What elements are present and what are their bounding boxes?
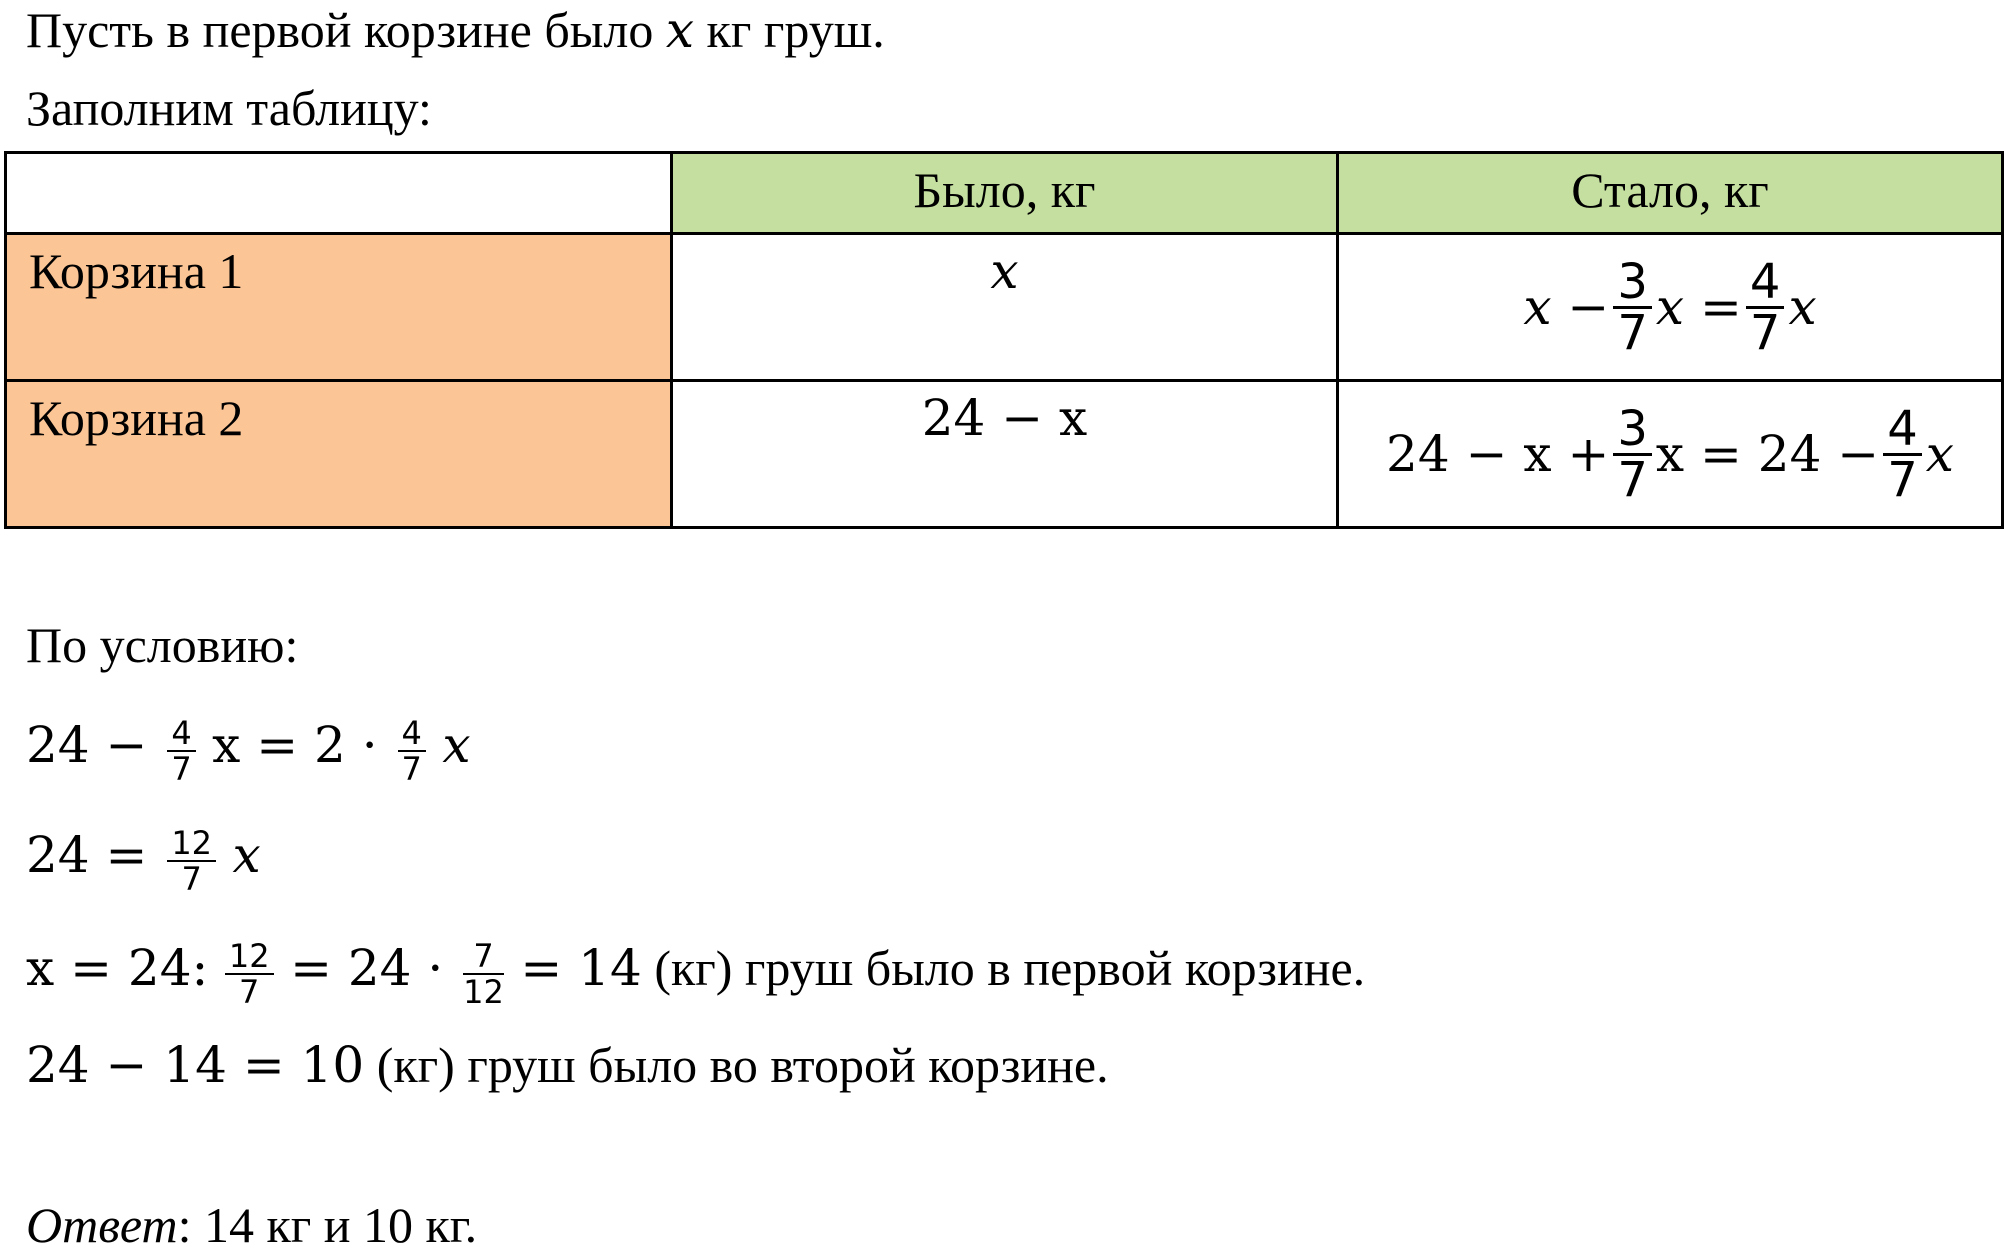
fraction <box>167 713 195 788</box>
numerator: 7 <box>463 939 504 975</box>
numerator: 3 <box>1613 405 1652 456</box>
row-label-basket-2: Корзина 2 <box>6 381 672 528</box>
equation-4 <box>26 1035 1109 1095</box>
answer-label: Ответ <box>26 1197 178 1253</box>
numerator: 12 <box>225 939 274 975</box>
denominator: 12 <box>463 972 504 1011</box>
denominator: 7 <box>171 749 192 788</box>
numerator: 4 <box>1883 405 1922 456</box>
fraction <box>398 713 426 788</box>
table-row <box>6 381 2003 528</box>
intro-line-2: Заполним таблицу: <box>26 80 432 136</box>
table-header-row <box>6 153 2003 234</box>
table-header-became: Стало, кг <box>1338 153 2003 234</box>
fraction <box>1746 253 1785 361</box>
expr-part: = 24 · <box>290 939 460 997</box>
expr-basket-2-was: 24 − x <box>921 389 1088 447</box>
denominator: 7 <box>1617 451 1648 508</box>
expr-basket-1-became <box>1339 235 2001 379</box>
intro-text: Пусть в первой корзине было <box>26 2 666 58</box>
expr-part: 24 − x + <box>1386 425 1610 483</box>
fraction <box>1613 400 1652 508</box>
numerator: 4 <box>398 716 426 752</box>
baskets-table <box>4 151 2004 529</box>
denominator: 7 <box>1749 304 1781 361</box>
equation-3-text: (кг) груш было в первой корзине. <box>641 940 1366 996</box>
expr-part: x <box>442 716 471 774</box>
expr-part: 24 = <box>26 826 164 884</box>
row-label-basket-1: Корзина 1 <box>6 234 672 381</box>
denominator: 7 <box>181 859 202 898</box>
expr-part: 24 − 14 = 10 <box>26 1036 365 1094</box>
table-header-was: Было, кг <box>672 153 1338 234</box>
denominator: 7 <box>401 749 422 788</box>
equation-2 <box>26 825 261 896</box>
denominator: 7 <box>1617 304 1648 361</box>
condition-label: По условию: <box>26 617 299 673</box>
expr-part: x <box>232 826 261 884</box>
expr-basket-1-was: x <box>990 242 1019 300</box>
denominator: 7 <box>1887 451 1918 508</box>
equation-4-text: (кг) груш было во второй корзине. <box>364 1037 1109 1093</box>
fraction <box>463 936 504 1011</box>
table-header-empty <box>6 153 672 234</box>
fraction <box>1883 400 1922 508</box>
cell-basket-1-became <box>1338 234 2003 381</box>
numerator: 12 <box>167 826 216 862</box>
fraction <box>225 936 274 1011</box>
expr-part: x <box>1925 425 1954 483</box>
expr-part: 24 − <box>26 716 164 774</box>
expr-part: x = 24: <box>26 939 209 997</box>
expr-part: x = 24 − <box>1655 425 1880 483</box>
denominator: 7 <box>239 972 260 1011</box>
numerator: 4 <box>167 716 195 752</box>
expr-part: x <box>1788 278 1817 336</box>
expr-basket-2-became <box>1339 382 2001 526</box>
numerator: 4 <box>1746 258 1785 309</box>
expr-part: x − <box>1523 278 1610 336</box>
equation-1 <box>26 715 471 786</box>
cell-basket-1-was <box>672 234 1338 381</box>
table-row <box>6 234 2003 381</box>
expr-part: = 14 <box>520 939 642 997</box>
fraction <box>167 823 216 898</box>
answer-text: : 14 кг и 10 кг. <box>177 1197 478 1253</box>
answer-line <box>26 1195 477 1255</box>
cell-basket-2-was <box>672 381 1338 528</box>
expr-part: x = <box>1655 278 1742 336</box>
numerator: 3 <box>1613 258 1652 309</box>
expr-part: x = 2 · <box>212 716 394 774</box>
variable-x: x <box>665 1 695 59</box>
cell-basket-2-became <box>1338 381 2003 528</box>
equation-3 <box>26 938 1365 1009</box>
fraction <box>1613 253 1652 361</box>
intro-line-1 <box>26 0 885 60</box>
intro-text-end: кг груш. <box>694 2 885 58</box>
